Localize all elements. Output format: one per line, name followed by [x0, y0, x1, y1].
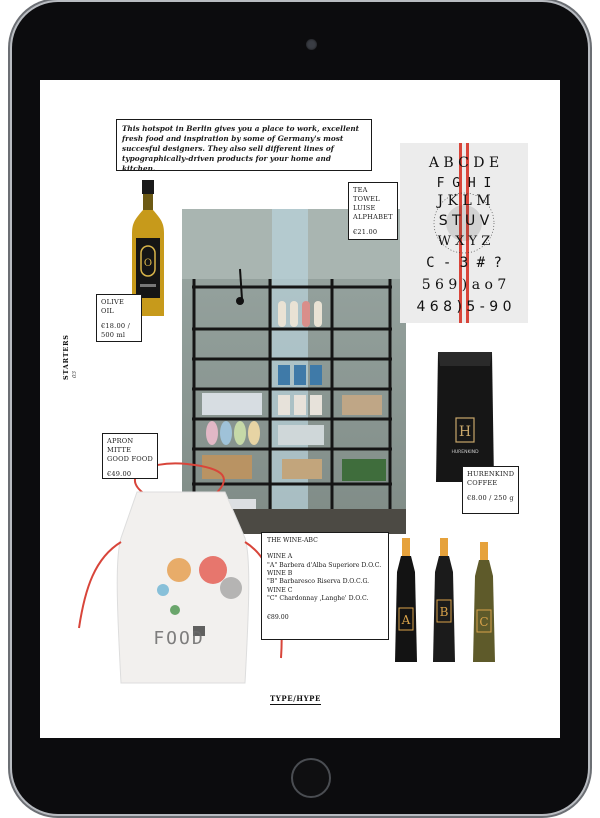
wine-bottles-image	[388, 538, 500, 666]
svg-text:A B C D E: A B C D E	[428, 155, 500, 171]
coffee-bag-mark: H	[458, 424, 472, 440]
olive-oil-bottle-mark: O	[143, 258, 153, 269]
svg-text:W X Y Z: W X Y Z	[437, 234, 491, 249]
coffee-name: HURENKIND COFFEE	[467, 470, 515, 487]
home-button[interactable]	[291, 758, 331, 798]
page-footer-title: TYPE/HYPE	[270, 694, 321, 703]
coffee-price: €8.00 / 250 g	[467, 493, 514, 502]
svg-text:J K L M: J K L M	[437, 193, 491, 209]
apron-name: APRON MITTE GOOD FOOD	[107, 437, 153, 463]
svg-text:F G H I: F G H I	[436, 176, 492, 191]
svg-text:C - 3 # ?: C - 3 # ?	[426, 255, 502, 271]
magazine-page	[40, 80, 560, 738]
intro-text-box: This hotspot in Berlin gives you a place to work, excellent fresh food and inspiration by some of Germany's most succesful designers. They also sell different lines of typographically-driven products for your home and kitchen.	[116, 119, 372, 171]
wine-line: WINE A	[267, 553, 293, 561]
wine-line: "B" Barbaresco Riserva D.O.C.G.	[267, 578, 370, 586]
front-camera	[306, 39, 317, 50]
coffee-bag-brand: HURENKIND	[451, 450, 479, 455]
wine-line: "C" Chardonnay ,Langhe' D.O.C.	[267, 595, 369, 603]
svg-text:4 6 8 ) 5 - 9 0: 4 6 8 ) 5 - 9 0	[416, 299, 512, 315]
wine-b-mark: B	[439, 605, 449, 619]
tea-towel-price: €21.00	[353, 227, 378, 236]
olive-oil-label	[96, 294, 142, 342]
olive-oil-price: €18.00 / 500 ml	[101, 321, 130, 339]
tea-towel-image	[400, 143, 528, 323]
apron-price: €49.00	[107, 469, 132, 478]
svg-text:S T U V: S T U V	[438, 213, 490, 229]
section-label: STARTERS	[62, 334, 70, 380]
wine-line: WINE C	[267, 586, 293, 594]
apron-label	[102, 433, 158, 479]
wine-c-mark: C	[479, 615, 489, 629]
coffee-label	[462, 466, 519, 514]
wine-price: €89.00	[267, 613, 289, 621]
wine-title: THE WINE-ABC	[267, 537, 318, 544]
tea-towel-label	[348, 182, 398, 240]
wine-label	[261, 532, 389, 640]
svg-text:5 6 9 ) a o 7: 5 6 9 ) a o 7	[421, 277, 507, 293]
apron-image	[75, 458, 287, 688]
wine-line: WINE B	[267, 570, 293, 578]
olive-oil-name: OLIVE OIL	[101, 298, 124, 315]
wine-line: "A" Barbera d'Alba Superiore D.O.C.	[267, 561, 382, 569]
section-number: 03	[72, 371, 78, 378]
wine-a-mark: A	[401, 613, 411, 627]
tea-towel-name: TEA TOWEL LUISE ALPHABET	[353, 186, 393, 221]
apron-text: FOOD	[153, 628, 205, 649]
